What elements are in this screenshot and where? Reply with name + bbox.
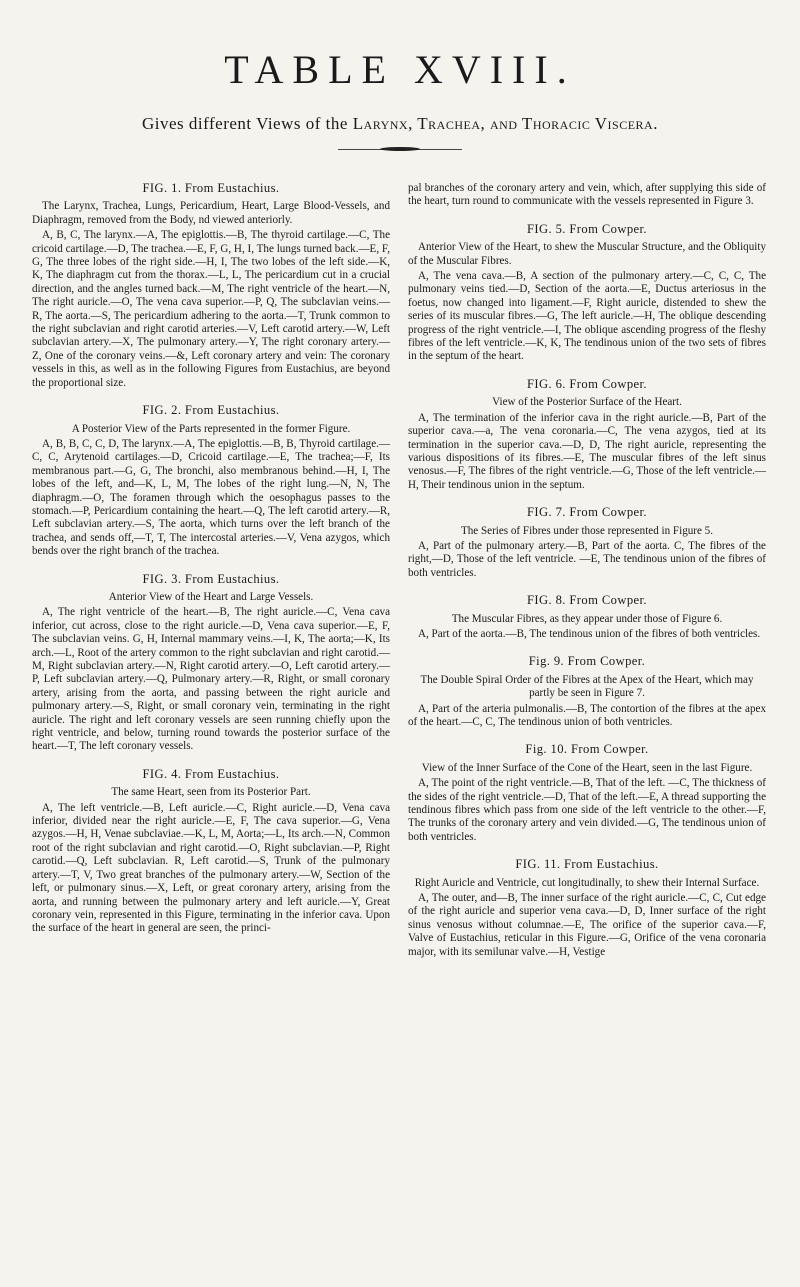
fig9-intro: The Double Spiral Order of the Fibres at the Apex of the Heart, which may partly be seen in Figure 7.	[420, 673, 754, 700]
fig5-intro: Anterior View of the Heart, to shew the Muscular Structure, and the Obliquity of the Muscular Fibres.	[408, 241, 766, 267]
fig5-heading: FIG. 5. From Cowper.	[527, 221, 647, 236]
fig2-body: A, B, B, C, C, D, The larynx.—A, The epiglottis.—B, B, Thyroid cartilage.—C, C, Arytenoid cartilages.—D, Cricoid cartilage.—E, The trachea;—F, Its membranous part.—G, G, The bronchi, also membranous behind.—H, I, The lobes of the left, and—K, L, M, The lobes of the right lung.—N, N, The diaphragm.—O, The foramen through which the oesophagus passes to the stomach.—P, Pericardium containing the heart.—Q, The left carotid artery.—R, Left subclavian artery.—S, The aorta, which turns over the left branch of the trachea, and sends off,—T, T, The intercostal arteries.—V, Vena azygos, which bends over the right branch of the trachea.	[32, 437, 390, 558]
fig3-intro: Anterior View of the Heart and Large Vessels.	[108, 590, 314, 603]
fig3-heading: FIG. 3. From Eustachius.	[142, 571, 280, 586]
page-subtitle	[0, 114, 800, 134]
fig3-body: A, The right ventricle of the heart.—B, The right auricle.—C, Vena cava inferior, cut across, close to the right auricle.—D, Vena cava superior.—E, F, The subclavian veins. G, H, Internal mammary veins.—I, K, The aorta;—K, Its arch.—L, Root of the artery common to the right subclavian and right carotid.—M, Right subclavian artery.—N, Right carotid artery.—O, Left carotid artery.—P, Left subclavian artery.—Q, Pulmonary artery.—R, Right, or small coronary artery, arising from the aorta, and passing between the right auricle and pulmonary artery.—S, Right, or small coronary vein, terminating in the right auricle. The right and left coronary vessels are seen running chiefly upon the right ventricle, and below, turning round towards the posterior surface of the heart.—T, The left coronary vessels.	[32, 606, 390, 753]
fig6-intro: View of the Posterior Surface of the Heart.	[492, 396, 682, 409]
fig1-body: A, B, C, The larynx.—A, The epiglottis.—B, The thyroid cartilage.—C, The cricoid cartilage.—D, The trachea.—E, F, G, H, I, The lungs turned back.—E, F, G, The three lobes of the right side.—H, I, The two lobes of the left side.—K, K, The diaphragm cut from the thorax.—L, L, The pericardium cut in a crucial direction, and the angles turned back.—M, The right ventricle of the heart.—N, The right auricle.—O, The vena cava superior.—P, Q, The subclavian veins.—R, The aorta.—S, The pericardium adhering to the aorta.—T, Trunk common to the right subclavian and right carotid arteries.—V, Left carotid artery.—W, Left subclavian artery.—X, The pulmonary artery.—Y, The right coronary artery.—Z, One of the coronary veins.—&, Left coronary artery and vein: The coronary vessels in this, as well as in the following Figures from Eustachius, are beyond the proportional size.	[32, 229, 390, 389]
fig8-body: A, Part of the aorta.—B, The tendinous union of the fibres of both ventricles.	[418, 627, 761, 640]
fig1-heading: FIG. 1. From Eustachius.	[142, 181, 280, 195]
fig7-heading: FIG. 7. From Cowper.	[527, 505, 647, 520]
fig10-intro: View of the Inner Surface of the Cone of the Heart, seen in the last Figure.	[421, 761, 753, 774]
fig2-heading: FIG. 2. From Eustachius.	[142, 403, 280, 418]
right-column	[408, 182, 766, 961]
fig2-intro: A Posterior View of the Parts represented in the former Figure.	[71, 422, 351, 435]
fig11-intro: Right Auricle and Ventricle, cut longitudinally, to shew their Internal Surface.	[414, 876, 760, 889]
fig9-heading: Fig. 9. From Cowper.	[528, 654, 646, 669]
page-title: TABLE XVIII.	[224, 47, 576, 92]
fig10-heading: Fig. 10. From Cowper.	[525, 742, 649, 757]
fig8-heading: FIG. 8. From Cowper.	[527, 593, 647, 608]
fig7-body: A, Part of the pulmonary artery.—B, Part of the aorta. C, The fibres of the right,—D, Those of the left ventricle. —E, The tendinous union of the fibres of both ventricles.	[408, 539, 766, 579]
fig7-intro: The Series of Fibres under those represented in Figure 5.	[460, 524, 713, 537]
fig6-heading: FIG. 6. From Cowper.	[527, 376, 647, 391]
ornamental-rule	[338, 147, 462, 151]
fig11-body: A, The outer, and—B, The inner surface of the right auricle.—C, C, Cut edge of the right auricle and superior vena cava.—D, D, Inner surface of the right sinus venosus without columnae.—E, The orifice of the superior cava.—F, Valve of Eustachius, reticular in this Figure.—G, Orifice of the vena coronaria major, with its semilunar valve.—H, Vestige	[408, 892, 766, 958]
fig10-body: A, The point of the right ventricle.—B, That of the left. —C, The thickness of the sides of the right ventricle.—D, That of the left.—E, A thread supporting the tendinous fibres which pass from one side of the left ventricle to the other.—F, The trunks of the coronary artery and vein divided.—G, The tendinous union of both ventricles.	[408, 777, 766, 843]
fig6-body: A, The termination of the inferior cava in the right auricle.—B, Part of the superior cava.—a, The vena coronaria.—C, The vena azygos, tied at its termination in the superior cava.—D, D, The right auricle, representing the various dispositions of its fibres.—E, The muscular fibres of the left sinus venosus.—F, The fibres of the right ventricle.—G, Those of the left ventricle.—H, Their tendinous union in the septum.	[408, 411, 766, 491]
subtitle-lead: Gives different Views of the	[142, 114, 353, 133]
fig4-intro: The same Heart, seen from its Posterior Part.	[111, 786, 311, 799]
left-column	[32, 182, 390, 938]
fig5-body: A, The vena cava.—B, A section of the pulmonary artery.—C, C, C, The pulmonary veins tied.—D, Section of the aorta.—E, Ductus arteriosus in the foetus, now changed into ligament.—F, Right auricle, distended to shew the series of its muscular fibres.—G, The left auricle.—H, The oblique descending progress of the right ventricle.—I, The oblique ascending progress of the fleshy fibres of the left ventricle.—K, K, The tendinous union of the two sets of fibres in the septum of the heart.	[408, 270, 766, 363]
fig1-intro: The Larynx, Trachea, Lungs, Pericardium, Heart, Large Blood-Vessels, and Diaphragm, removed from the Body, nd viewed anteriorly.	[32, 200, 390, 226]
subtitle-small-caps: Larynx, Trachea, and Thoracic Viscera.	[352, 114, 658, 133]
fig4-continuation: pal branches of the coronary artery and vein, which, after supplying this side of the heart, turn round to communicate with the vessels represented in Figure 3.	[408, 182, 766, 208]
fig11-heading: FIG. 11. From Eustachius.	[515, 857, 659, 872]
fig9-body: A, Part of the arteria pulmonalis.—B, The contortion of the fibres at the apex of the heart.—C, C, The tendinous union of both ventricles.	[408, 702, 766, 728]
fig4-body: A, The left ventricle.—B, Left auricle.—C, Right auricle.—D, Vena cava inferior, divided near the right auricle.—E, F, The cava superior.—G, Vena azygos.—H, H, Venae subclaviae.—K, L, M, Aorta;—L, Its arch.—N, Common root of the right subclavian and right carotid.—O, Right subclavian.—P, Right carotid.—Q, Left subclavian. R, Left carotid.—S, Trunk of the pulmonary artery.—T, V, Two great branches of the pulmonary artery.—W, Section of the left, or pulmonary sinus.—X, Left, or great coronary artery, arising from the aorta, and running between the pulmonary artery and left auricle.—Y, Great coronary vein, represented in this Figure, terminating in the inferior cava. Upon the surface of the heart in general are seen, the princi-	[32, 801, 390, 935]
fig8-intro: The Muscular Fibres, as they appear under those of Figure 6.	[451, 612, 723, 625]
fig4-heading: FIG. 4. From Eustachius.	[142, 766, 280, 781]
